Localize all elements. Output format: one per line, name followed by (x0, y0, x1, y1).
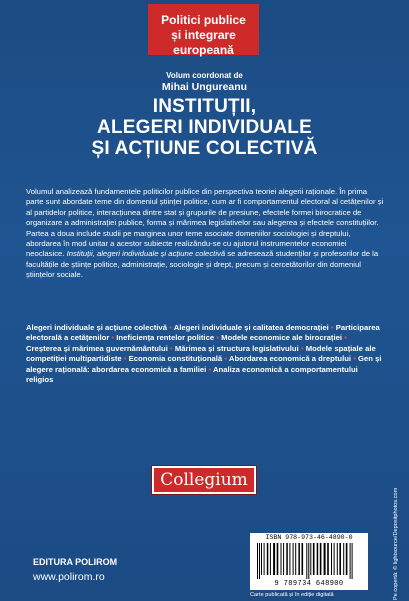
editor-name: Mihai Ungureanu (161, 81, 248, 93)
keyword-item: Economia constituțională (128, 354, 223, 364)
description-italic-title: Instituții, alegeri individuale și acțiune colectivă (66, 249, 226, 259)
series-label (148, 4, 259, 55)
keyword-separator: • (222, 354, 229, 364)
description-main: Volumul analizează fundamentele politicilor publice din perspectiva teoriei alegerii raționale. În prima parte sunt abordate teme din domeniul științei politice, cum ar fi comportamentul electoral al cetățenilor și al partidelor politice, interacțiunea dintre stat și grupurile de presiune, efectele formei birocratice de organizare a administrației publice, forma și mărimea legislativelor sau alegerea și efectele constituțiilor. Partea a doua include studii pe marginea unor teme asociate domeniilor sociologiei și dreptului, abordarea în mod unitar a acestor subiecte realizându-se cu ajutorul instrumentelor economiei neoclasice. (26, 187, 384, 259)
series-line-2: și integrare europeană (171, 28, 236, 57)
keyword-item: Ineficiența rentelor politice (116, 333, 215, 343)
title-line-1: INSTITUȚII, (152, 96, 257, 117)
keyword-separator: • (351, 354, 359, 364)
isbn-text: ISBN 978-973-46-4890-0 (265, 534, 353, 541)
keyword-item: Alegeri individuale și calitatea democrației (173, 323, 329, 332)
keyword-separator: • (342, 333, 347, 343)
cover-photo-credit: Pe copertă: © lightsource/Depositphotos.com (393, 487, 399, 600)
keyword-item: Modele economice ale birocrației (221, 333, 342, 343)
title-line-2: ALEGERI INDIVIDUALE (97, 117, 312, 138)
book-title (0, 96, 409, 159)
keyword-item: Creșterea și mărimea guvernământului (26, 343, 168, 353)
isbn-barcode-box (250, 533, 368, 590)
publisher-name: EDITURA POLIROM (33, 557, 118, 567)
keyword-item: Gen și alegere rațională: abordarea economică a familiei (26, 354, 382, 374)
keyword-separator: • (167, 323, 174, 332)
keyword-separator: • (167, 343, 175, 353)
title-line-3: ȘI ACȚIUNE COLECTIVĂ (91, 138, 318, 159)
keyword-item: Mărimea și structura legislativului (174, 343, 299, 353)
keyword-separator: • (109, 333, 117, 343)
keyword-item: Participarea electorală a cetățenilor (26, 323, 380, 343)
barcode-digits: 9 789734 648900 (274, 580, 344, 588)
collegium-logo: Collegium (152, 466, 256, 494)
keyword-separator: • (214, 333, 222, 343)
keyword-item: Abordarea economică a dreptului (228, 354, 352, 364)
barcode-icon (255, 543, 363, 579)
description-end: se adresează studenților și profesorilor de la facultățile de științe politice, administrație, sociologie și drept, precum și cercetătorilor din domeniul științelor sociale. (26, 249, 379, 280)
description (26, 187, 384, 281)
keyword-separator: • (206, 364, 213, 374)
keyword-item: Analiza economică a comportamentului religios (26, 364, 358, 385)
keyword-separator: • (328, 323, 336, 332)
series-line-1: Politici publice (161, 13, 246, 27)
keyword-list (26, 323, 384, 385)
digital-edition-note: Carte publicată și în ediție digitală (250, 592, 334, 598)
coordinator-label: Volum coordonat de (166, 71, 243, 80)
keyword-item: Alegeri individuale și acțiune colectivă (26, 323, 167, 332)
keyword-separator: • (298, 343, 306, 353)
keyword-item: Modele spațiale ale competiției multipartidiste (26, 343, 376, 364)
publisher-website: www.polirom.ro (33, 571, 105, 583)
keyword-separator: • (121, 354, 129, 364)
